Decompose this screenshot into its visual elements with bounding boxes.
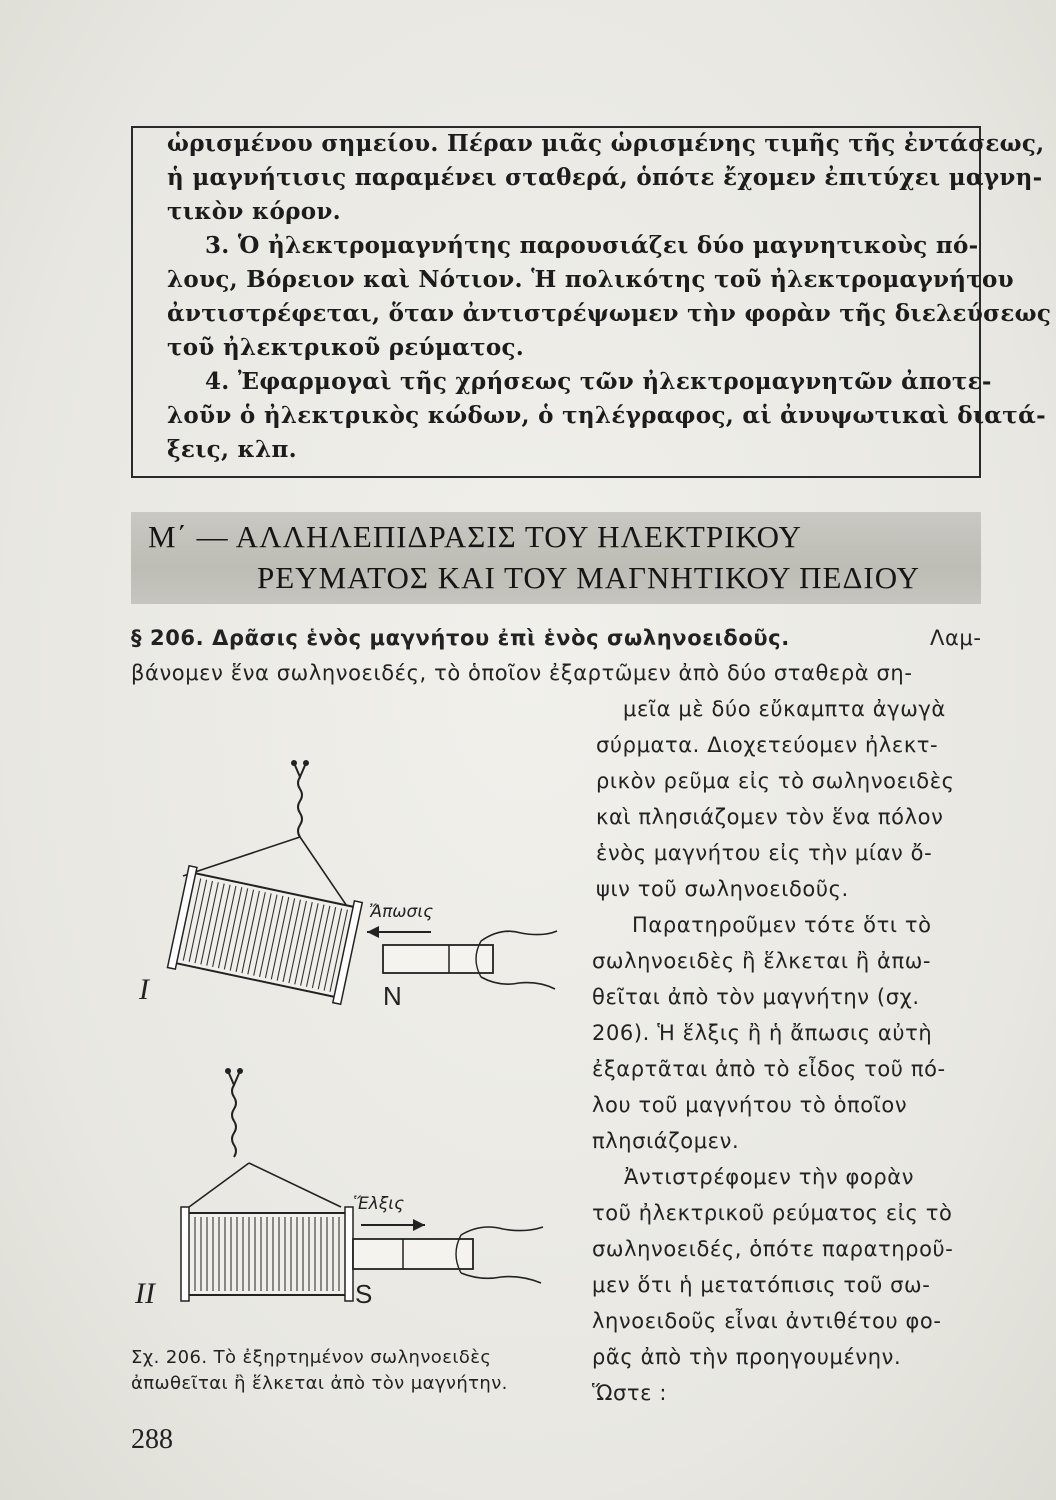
- section-title-continuation: Λαμ-: [930, 626, 982, 650]
- body-line: ἑνὸς μαγνήτου εἰς τὴν μίαν ὄ-: [596, 841, 933, 865]
- summary-line: ἡ μαγνήτισις παραμένει σταθερά, ὁπότε ἔχομεν ἐπιτύχει μαγνη-: [167, 164, 1043, 191]
- body-line: Παρατηροῦμεν τότε ὅτι τὸ: [632, 913, 932, 937]
- section-title: § 206. Δρᾶσις ἑνὸς μαγνήτου ἐπὶ ἑνὸς σωληνοειδοῦς.: [131, 626, 790, 650]
- suspended-solenoid-two: [181, 1068, 353, 1301]
- body-line: λου τοῦ μαγνήτου τὸ ὁποῖον: [592, 1093, 908, 1117]
- body-line: ψιν τοῦ σωληνοειδοῦς.: [596, 877, 849, 901]
- body-line: Ἀντιστρέφομεν τὴν φορὰν: [624, 1165, 915, 1189]
- pole-south-label: S: [355, 1279, 373, 1309]
- body-line: θεῖται ἀπὸ τὸν μαγνήτην (σχ.: [592, 985, 920, 1009]
- body-line: μεῖα μὲ δύο εὔκαμπτα ἀγωγὰ: [623, 697, 946, 721]
- body-line: βάνομεν ἕνα σωληνοειδές, τὸ ὁποῖον ἐξαρτῶμεν ἀπὸ δύο σταθερὰ ση-: [131, 661, 913, 685]
- body-line: μεν ὅτι ἡ μετατόπισις τοῦ σω-: [592, 1273, 931, 1297]
- body-line: σύρματα. Διοχετεύομεν ἠλεκτ-: [596, 733, 939, 757]
- body-line: τοῦ ἠλεκτρικοῦ ρεύματος εἰς τὸ: [592, 1201, 953, 1225]
- figure-caption-line-1: Σχ. 206. Τὸ ἐξηρτημένον σωληνοειδὲς: [131, 1347, 492, 1368]
- bar-magnet-south: [353, 1227, 543, 1283]
- summary-line: λοῦν ὁ ἠλεκτρικὸς κώδων, ὁ τηλέγραφος, αἱ ἀνυψωτικαὶ διατά-: [167, 402, 1046, 429]
- summary-line: ἀντιστρέφεται, ὅταν ἀντιστρέψωμεν τὴν φορὰν τῆς διελεύσεως: [167, 300, 1052, 327]
- summary-line: ὡρισμένου σημείου. Πέραν μιᾶς ὡρισμένης τιμῆς τῆς ἐντάσεως,: [167, 130, 1045, 157]
- summary-line: ξεις, κλπ.: [167, 436, 297, 463]
- figure-label-attraction: Ἕλξις: [353, 1194, 405, 1214]
- body-line: ἐξαρτᾶται ἀπὸ τὸ εἶδος τοῦ πό-: [592, 1057, 946, 1081]
- bar-magnet-north: [383, 931, 557, 989]
- body-line: Ὥστε :: [592, 1381, 668, 1405]
- body-line: σωληνοειδές, ὁπότε παρατηροῦ-: [592, 1237, 954, 1261]
- body-line: καὶ πλησιάζομεν τὸν ἕνα πόλον: [596, 805, 944, 829]
- body-line: ρᾶς ἀπὸ τὴν προηγουμένην.: [592, 1345, 902, 1369]
- body-line: σωληνοειδὲς ἢ ἕλκεται ἢ ἀπω-: [592, 949, 932, 973]
- figure-206: [131, 755, 571, 1335]
- section-heading-line-2: ΡΕΥΜΑΤΟΣ ΚΑΙ ΤΟΥ ΜΑΓΝΗΤΙΚΟΥ ΠΕΔΙΟΥ: [257, 560, 920, 595]
- figure-roman-one: I: [139, 973, 149, 1006]
- body-line: 206). Ἡ ἕλξις ἢ ἡ ἄπωσις αὐτὴ: [592, 1021, 933, 1045]
- figure-caption-line-2: ἀπωθεῖται ἢ ἕλκεται ἀπὸ τὸν μαγνήτην.: [131, 1373, 508, 1394]
- suspended-solenoid-one: [167, 760, 362, 1004]
- body-line: πλησιάζομεν.: [592, 1129, 740, 1153]
- figure-roman-two: II: [135, 1277, 155, 1310]
- body-line: ληνοειδοῦς εἶναι ἀντιθέτου φο-: [592, 1309, 942, 1333]
- body-line: ρικὸν ρεῦμα εἰς τὸ σωληνοειδὲς: [596, 769, 955, 793]
- summary-line: λους, Βόρειον καὶ Νότιον. Ἡ πολικότης τοῦ ἠλεκτρομαγνήτου: [167, 266, 1014, 293]
- summary-line: 3. Ὁ ἠλεκτρομαγνήτης παρουσιάζει δύο μαγνητικοὺς πό-: [205, 232, 979, 259]
- page-number: 288: [131, 1424, 173, 1455]
- summary-line: τοῦ ἠλεκτρικοῦ ρεύματος.: [167, 334, 525, 361]
- summary-box: [131, 126, 1052, 478]
- pole-north-label: N: [383, 981, 402, 1011]
- section-heading-line-1: Μ΄ — ΑΛΛΗΛΕΠΙΔΡΑΣΙΣ ΤΟΥ ΗΛΕΚΤΡΙΚΟΥ: [148, 519, 802, 554]
- summary-line: 4. Ἐφαρμογαὶ τῆς χρήσεως τῶν ἠλεκτρομαγνητῶν ἀποτε-: [205, 368, 992, 395]
- summary-line: τικὸν κόρον.: [167, 198, 341, 225]
- figure-label-repulsion: Ἄπωσις: [369, 902, 434, 922]
